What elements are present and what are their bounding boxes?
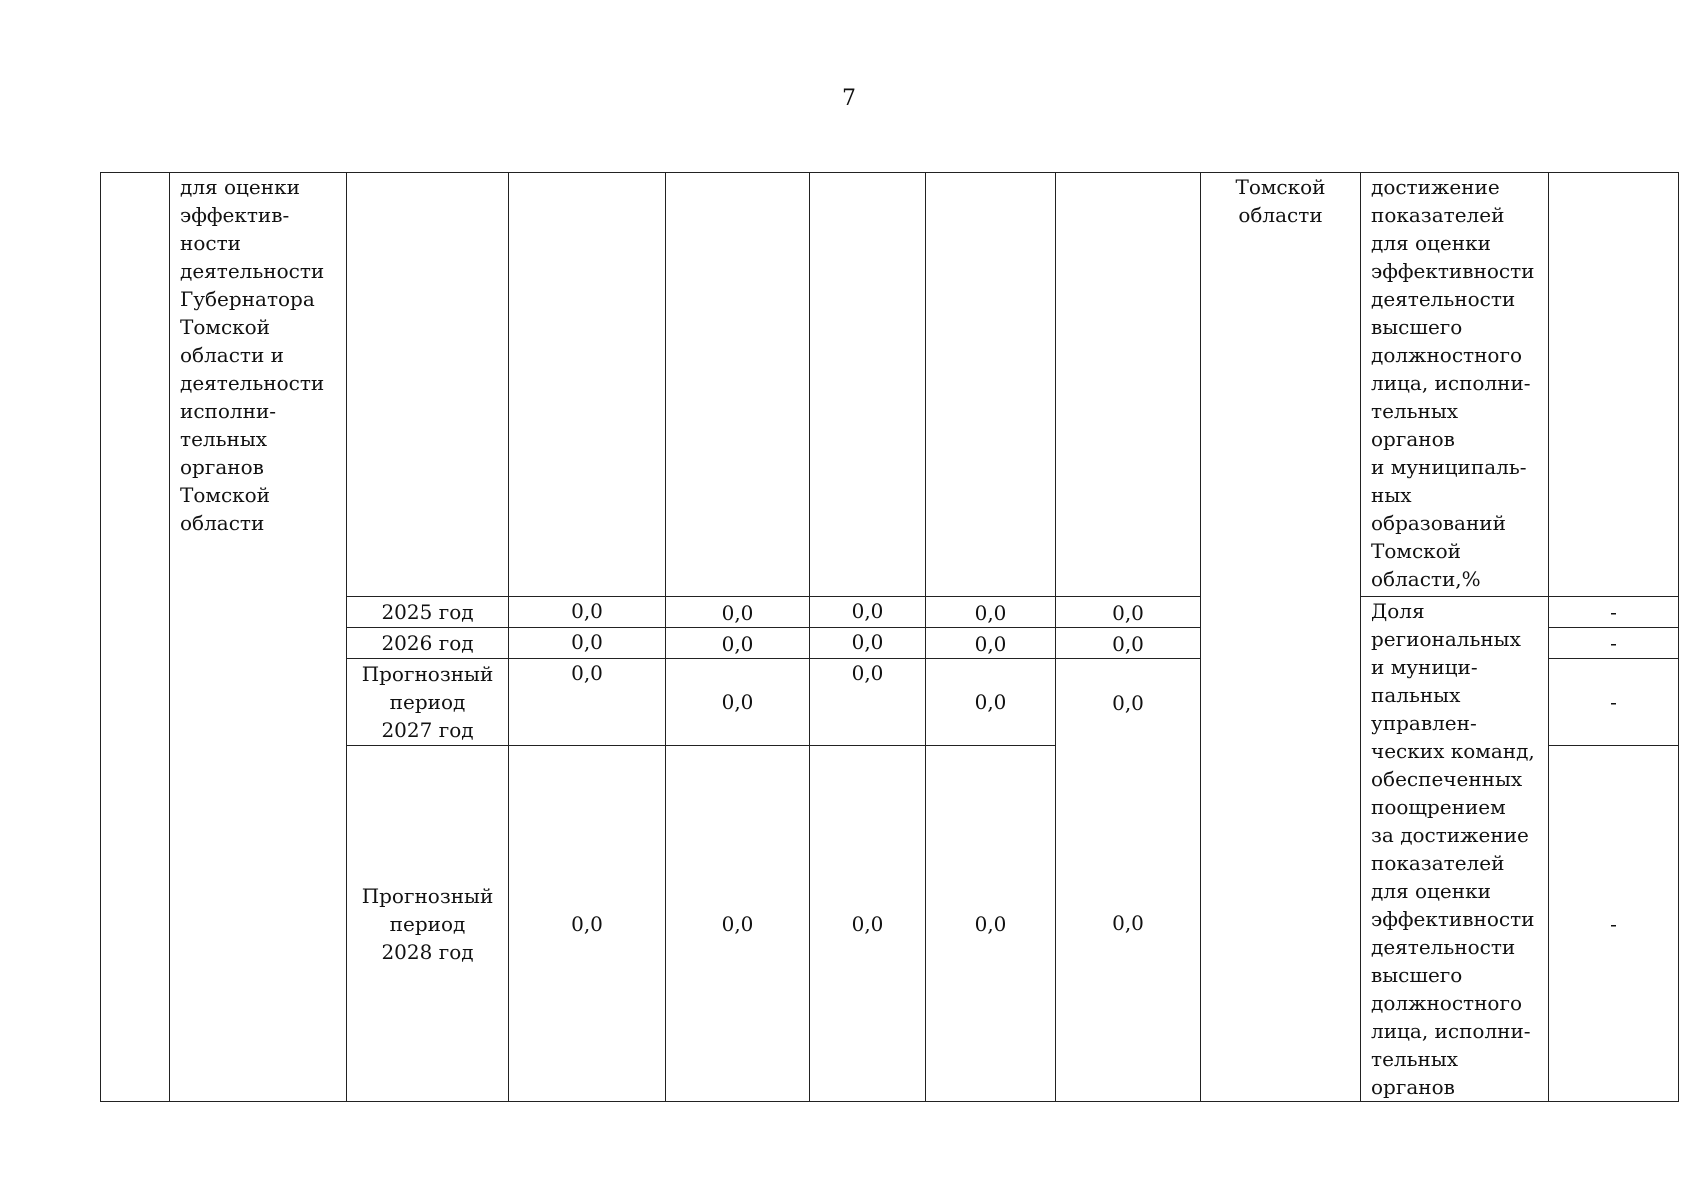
- table-cell-value: 0,0: [509, 597, 666, 628]
- table-cell-value: 0,0: [810, 628, 926, 659]
- table-cell-value: 0,0: [1056, 628, 1201, 659]
- table-cell-value: 0,0: [810, 597, 926, 628]
- table-cell-value: 0,0: [509, 628, 666, 659]
- table-cell-dash: -: [1549, 746, 1679, 1102]
- table-cell-value: 0,0: [1056, 597, 1201, 628]
- table-cell-dash: -: [1549, 659, 1679, 746]
- table-cell-period: 2026 год: [347, 628, 509, 659]
- table-cell-empty: [666, 173, 810, 597]
- table-cell-value: 0,0: [666, 597, 810, 628]
- table-cell-value: 0,0: [666, 746, 810, 1102]
- table-cell-indicator-name: достижение показателей для оценки эффективности деятельности высшего должностного лица, исполни- тельных органов и муниципаль- ных образований Томской области,%: [1361, 173, 1549, 597]
- table-cell-number-column: [101, 173, 170, 1102]
- table-cell-dash: -: [1549, 628, 1679, 659]
- table-cell-value: 0,0: [926, 597, 1056, 628]
- table-cell-period: Прогнозный период 2027 год: [347, 659, 509, 746]
- table-cell-period: Прогнозный период 2028 год: [347, 746, 509, 1102]
- table-cell-value: 0,0: [810, 746, 926, 1102]
- table-cell-value: 0,0: [666, 659, 810, 746]
- table-cell-description: для оценки эффектив- ности деятельности Губернатора Томской области и деятельности исполни- тельных органов Томской области: [170, 173, 347, 1102]
- table-cell-dash: -: [1549, 597, 1679, 628]
- table-cell-value: 0,0: [810, 659, 926, 746]
- table-cell-value: 0,0: [1056, 746, 1201, 1102]
- table-cell-empty: [1549, 173, 1679, 597]
- table-cell-indicator-name: Доля региональных и муници- пальных управлен- ческих команд, обеспеченных поощрением за достижение показателей для оценки эффективности деятельности высшего должностного лица, исполни- тельных органов: [1361, 597, 1549, 1102]
- table-cell-value: 0,0: [1056, 659, 1201, 746]
- table-cell-empty: [347, 173, 509, 597]
- table-cell-value: 0,0: [926, 628, 1056, 659]
- indicators-table: [100, 172, 1679, 1102]
- page-number: 7: [842, 86, 856, 111]
- table-cell-empty: [509, 173, 666, 597]
- table-cell-value: 0,0: [666, 628, 810, 659]
- table-cell-empty: [810, 173, 926, 597]
- table-cell-empty: [1056, 173, 1201, 597]
- table-cell-period: 2025 год: [347, 597, 509, 628]
- table-cell-value: 0,0: [509, 746, 666, 1102]
- table-cell-value: 0,0: [926, 659, 1056, 746]
- table-cell-empty: [926, 173, 1056, 597]
- table-cell-value: 0,0: [926, 746, 1056, 1102]
- table-cell-value: 0,0: [509, 659, 666, 746]
- table-cell-executor: Томской области: [1201, 173, 1361, 1102]
